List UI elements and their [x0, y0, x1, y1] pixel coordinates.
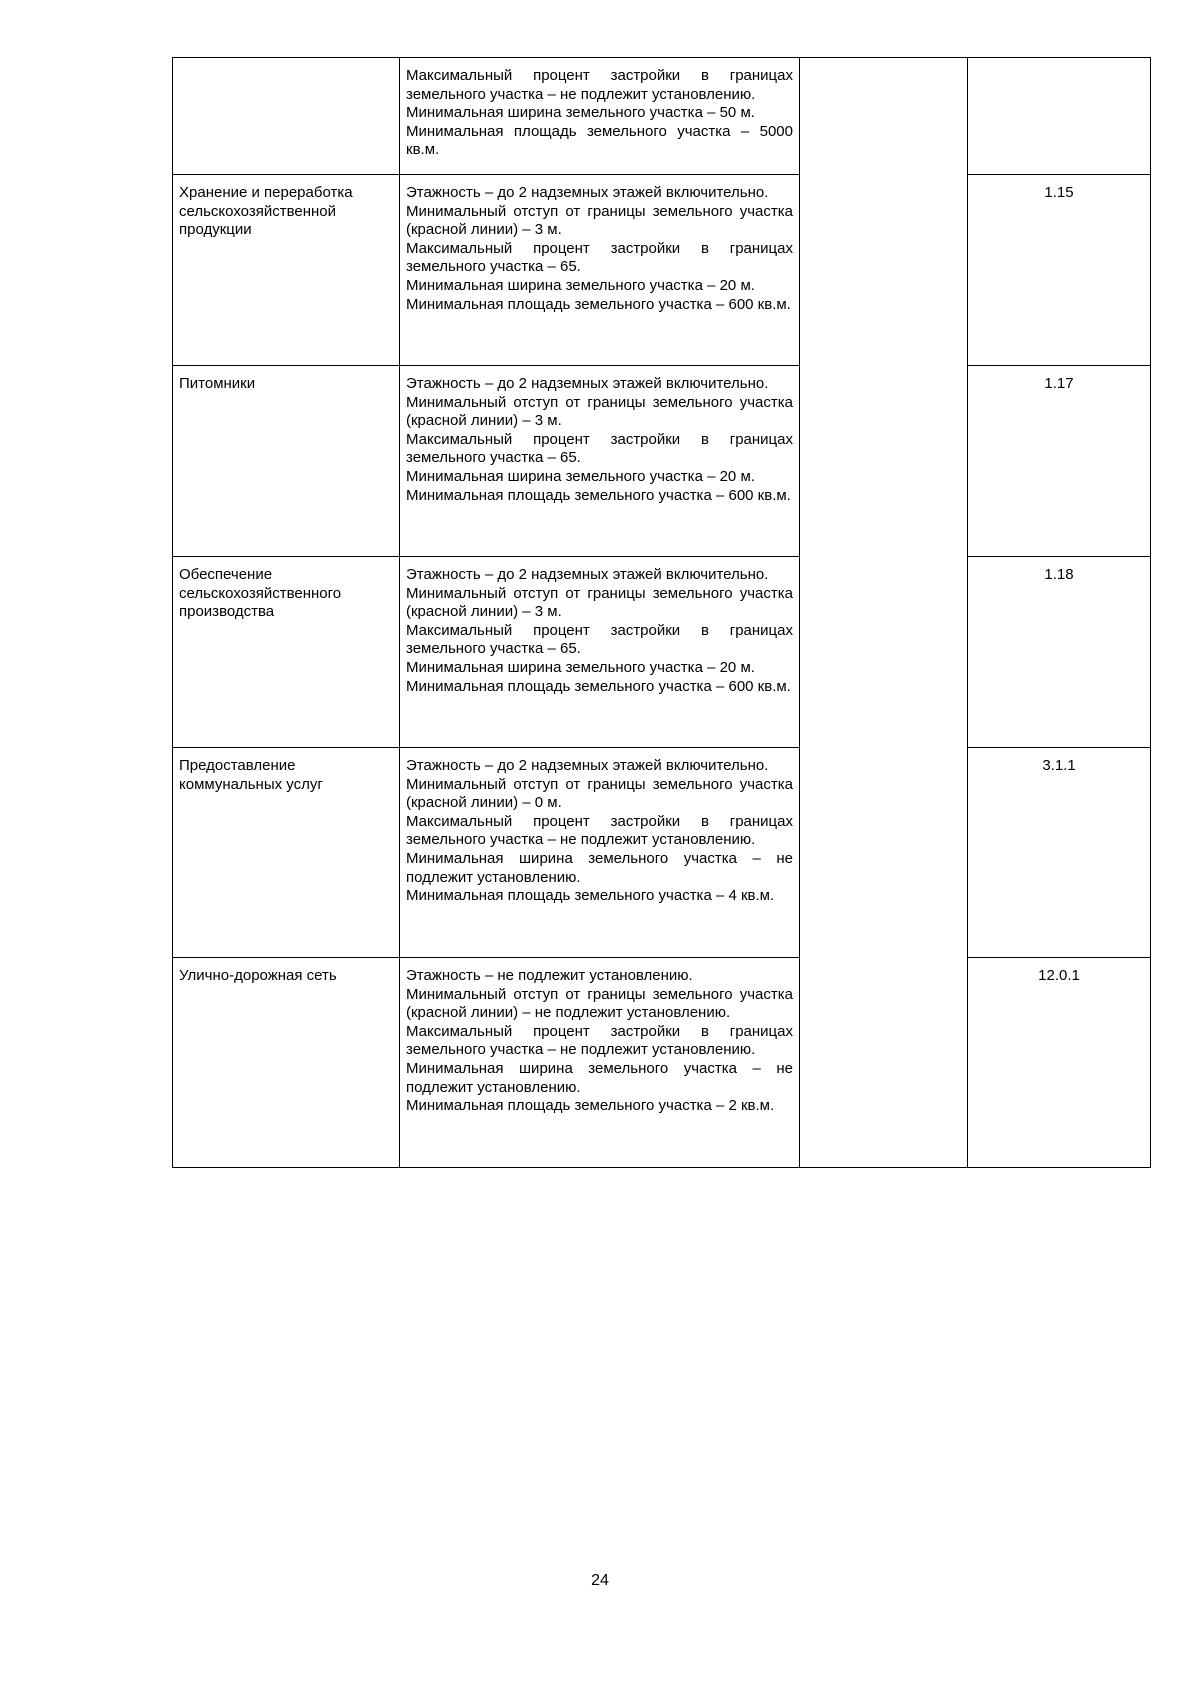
params-cell [400, 958, 800, 1168]
table-row [173, 958, 1151, 1168]
params-cell [400, 175, 800, 366]
param-line: Минимальная площадь земельного участка – 4 кв.м. [406, 887, 775, 905]
param-line: Минимальный отступ от границы земельного участка (красной линии) – 3 м. [406, 584, 793, 621]
param-line: Минимальный отступ от границы земельного участка (красной линии) – не подлежит установлению. [406, 985, 793, 1022]
param-line: Минимальная ширина земельного участка – не подлежит установлению. [406, 849, 793, 886]
code-cell: 3.1.1 [968, 748, 1151, 958]
param-line: Минимальная ширина земельного участка – 20 м. [406, 276, 755, 294]
code-cell [968, 58, 1151, 175]
params-cell [400, 58, 800, 175]
code-cell: 1.15 [968, 175, 1151, 366]
blank-cell [800, 58, 968, 175]
params-cell [400, 366, 800, 557]
param-line: Минимальная ширина земельного участка – 20 м. [406, 658, 755, 676]
param-line: Максимальный процент застройки в границах земельного участка – не подлежит установлению. [406, 67, 793, 103]
param-line: Этажность – до 2 надземных этажей включительно. [406, 184, 769, 201]
param-line: Этажность – до 2 надземных этажей включительно. [406, 757, 769, 774]
param-line: Максимальный процент застройки в границах земельного участка – 65. [406, 621, 793, 658]
param-line: Максимальный процент застройки в границах земельного участка – 65. [406, 239, 793, 276]
blank-cell [800, 557, 968, 748]
use-name-cell: Предоставление коммунальных услуг [173, 748, 400, 958]
param-line: Минимальная ширина земельного участка – не подлежит установлению. [406, 1059, 793, 1096]
use-name-cell: Обеспечение сельскохозяйственного производства [173, 557, 400, 748]
param-line: Минимальная ширина земельного участка – 50 м. [406, 104, 755, 122]
blank-cell [800, 958, 968, 1168]
use-name-cell [173, 58, 400, 175]
code-cell: 1.18 [968, 557, 1151, 748]
use-name-cell: Улично-дорожная сеть [173, 958, 400, 1168]
param-line: Минимальная площадь земельного участка – 600 кв.м. [406, 486, 791, 504]
table-row [173, 58, 1151, 175]
blank-cell [800, 175, 968, 366]
use-name-cell: Питомники [173, 366, 400, 557]
param-line: Минимальный отступ от границы земельного участка (красной линии) – 0 м. [406, 775, 793, 812]
use-name-cell: Хранение и переработка сельскохозяйственной продукции [173, 175, 400, 366]
param-line: Минимальный отступ от границы земельного участка (красной линии) – 3 м. [406, 393, 793, 430]
blank-cell [800, 366, 968, 557]
param-line: Этажность – до 2 надземных этажей включительно. [406, 375, 769, 392]
params-cell [400, 557, 800, 748]
code-cell: 1.17 [968, 366, 1151, 557]
param-line: Минимальная ширина земельного участка – 20 м. [406, 467, 755, 485]
param-line: Максимальный процент застройки в границах земельного участка – не подлежит установлению. [406, 812, 793, 849]
code-cell: 12.0.1 [968, 958, 1151, 1168]
regulations-table [172, 57, 1151, 1168]
param-line: Этажность – до 2 надземных этажей включительно. [406, 566, 769, 583]
table-row [173, 175, 1151, 366]
page-number: 24 [591, 1572, 609, 1589]
param-line: Максимальный процент застройки в границах земельного участка – 65. [406, 430, 793, 467]
table-row [173, 366, 1151, 557]
table-row [173, 748, 1151, 958]
table-row [173, 557, 1151, 748]
param-line: Минимальная площадь земельного участка – 2 кв.м. [406, 1097, 775, 1115]
param-line: Максимальный процент застройки в границах земельного участка – не подлежит установлению. [406, 1022, 793, 1059]
param-line: Минимальная площадь земельного участка – 5000 кв.м. [406, 122, 793, 159]
param-line: Минимальная площадь земельного участка – 600 кв.м. [406, 677, 791, 695]
param-line: Этажность – не подлежит установлению. [406, 967, 693, 984]
param-line: Минимальный отступ от границы земельного участка (красной линии) – 3 м. [406, 202, 793, 239]
blank-cell [800, 748, 968, 958]
param-line: Минимальная площадь земельного участка – 600 кв.м. [406, 295, 791, 313]
params-cell [400, 748, 800, 958]
